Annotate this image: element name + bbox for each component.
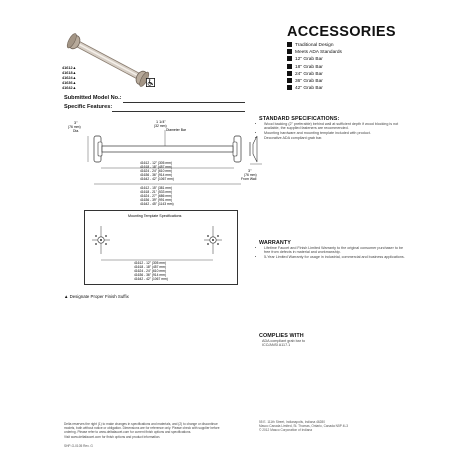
dim-lower-row: 41624 - 27" (686 mm) bbox=[140, 194, 172, 198]
dim-bar-label: 1 1/4" bbox=[156, 120, 166, 124]
template-dim-row: 41618 - 18" (457 mm) bbox=[134, 265, 166, 269]
address-line: © 2012 Masco Corporation of Indiana bbox=[259, 428, 313, 433]
complies-line: ADA compliant grab bar to bbox=[262, 339, 306, 343]
warranty-title: WARRANTY bbox=[259, 240, 291, 246]
template-dim-row: 41624 - 24" (610 mm) bbox=[134, 269, 166, 273]
dim-upper-row: 41636 - 36" (914 mm) bbox=[140, 173, 172, 177]
mounting-template-title: Mounting Template Specifications bbox=[128, 214, 182, 218]
disclaimer-line: Delta reserves the right (1) to make changes in specifications and materials, and (2) to change or discontinue bbox=[64, 422, 218, 426]
address-line: Masco Canada Limited, St. Thomas, Ontario, Canada N5P 4L3 bbox=[259, 424, 349, 429]
dim-depth-label: 3" bbox=[248, 169, 252, 173]
template-dim-row: 41636 - 36" (914 mm) bbox=[134, 273, 166, 277]
template-dim-row: 41642 - 42" (1067 mm) bbox=[134, 277, 168, 281]
submitted-model-field[interactable] bbox=[123, 102, 245, 103]
standard-specs bbox=[259, 116, 409, 141]
warranty-item: • 5-Year Limited Warranty for usage in industrial, commercial and business applications. bbox=[264, 255, 409, 259]
specific-features-field[interactable] bbox=[112, 111, 245, 112]
dim-bar-note: Diameter Bar bbox=[166, 128, 186, 132]
spec-item: • Wood backing (2" preferable) behind wall at sufficient depth if wood blocking is not available, the supplied fasteners are recommended. bbox=[264, 122, 409, 131]
dim-upper-row: 41612 - 12" (305 mm) bbox=[140, 161, 172, 165]
specific-features-label: Specific Features: bbox=[64, 104, 113, 110]
footer-code: SHP-G-0105 Rev. G bbox=[64, 444, 93, 448]
dim-depth-mm: (76 mm) bbox=[244, 173, 257, 177]
wheelchair-icon bbox=[146, 78, 155, 87]
feature-item: 24" Grab Bar bbox=[287, 71, 342, 78]
spec-item: • Mounting hardware and mounting template included with product. bbox=[264, 131, 409, 135]
features-list bbox=[287, 42, 342, 92]
model-item: 41642▲ bbox=[62, 86, 77, 90]
model-item: 41636▲ bbox=[62, 81, 77, 85]
feature-item: Meets ADA Standards bbox=[287, 49, 342, 56]
disclaimer-line: models, both without notice or obligation. Dimensions are for reference only. Please check with supplier before bbox=[64, 426, 220, 431]
address-line: 55 E. 111th Street, Indianapolis, Indiana 46280 bbox=[259, 420, 325, 424]
feature-item: Traditional Design bbox=[287, 42, 342, 49]
dimension-diagram bbox=[60, 116, 268, 208]
feature-item: 18" Grab Bar bbox=[287, 64, 342, 71]
disclaimer-line: ordering. Please refer to www.deltafaucet.com for current finish options and specifications. bbox=[64, 430, 192, 435]
complies-title: COMPLIES WITH bbox=[259, 333, 304, 339]
complies-line: ICC/ANSI A117.1 bbox=[262, 343, 291, 348]
model-list bbox=[62, 66, 76, 91]
dim-lower-row: 41612 - 15" (381 mm) bbox=[140, 186, 172, 190]
footer-disclaimer bbox=[64, 422, 220, 439]
finish-note: ▲ Designate Proper Finish Suffix bbox=[64, 294, 129, 299]
feature-item: 12" Grab Bar bbox=[287, 56, 342, 63]
feature-item: 36" Grab Bar bbox=[287, 78, 342, 85]
warranty bbox=[259, 240, 409, 260]
dim-lower-row: 41618 - 21" (533 mm) bbox=[140, 190, 172, 194]
disclaimer-line: Visit www.deltafaucet.com for finish options and product information. bbox=[64, 434, 161, 439]
complies-with bbox=[259, 333, 409, 348]
dim-lower-row: 41642 - 45" (1143 mm) bbox=[140, 202, 174, 206]
mounting-template-diagram bbox=[84, 210, 236, 283]
standard-specs-title: STANDARD SPECIFICATIONS: bbox=[259, 116, 340, 122]
footer-address bbox=[259, 420, 348, 433]
feature-item: 42" Grab Bar bbox=[287, 85, 342, 92]
spec-item: • Decorative ADA compliant grab bar. bbox=[264, 136, 409, 140]
template-dim-row: 41612 - 12" (305 mm) bbox=[134, 261, 166, 265]
model-item: 41624▲ bbox=[62, 76, 77, 80]
dim-upper-row: 41642 - 42" (1067 mm) bbox=[140, 177, 174, 181]
dim-upper-row: 41624 - 24" (610 mm) bbox=[140, 169, 172, 173]
dim-height-mm: (76 mm) bbox=[68, 125, 81, 129]
dim-height-label: 3" bbox=[74, 121, 78, 125]
model-item: 41612▲ bbox=[62, 66, 77, 70]
warranty-item: • Lifetime Faucet and Finish Limited Warranty to the original consumer purchaser to be free from defects in material and workmanship. bbox=[264, 246, 409, 255]
dim-bar-mm: (32 mm) bbox=[154, 124, 167, 128]
page-title: ACCESSORIES bbox=[287, 24, 396, 40]
submitted-model-label: Submitted Model No.: bbox=[64, 95, 122, 101]
dim-depth-note: From Wall bbox=[241, 177, 257, 181]
model-item: 41618▲ bbox=[62, 71, 77, 75]
dim-upper-row: 41618 - 18" (457 mm) bbox=[140, 165, 172, 169]
dim-lower-row: 41636 - 39" (991 mm) bbox=[140, 198, 172, 202]
dim-height-note: Dia. bbox=[73, 129, 80, 133]
